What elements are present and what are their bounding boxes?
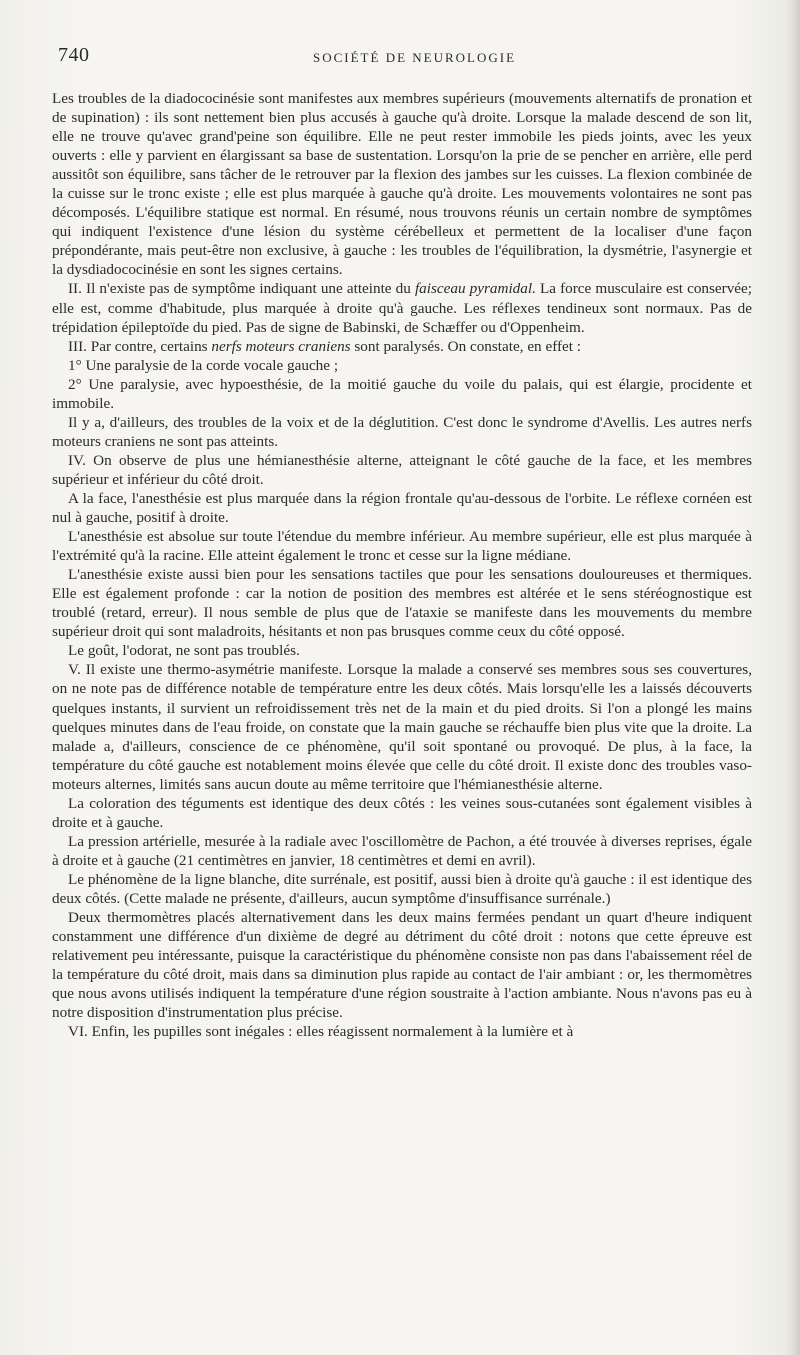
page-header (58, 44, 758, 74)
paragraph-cerebellar-summary: Les troubles de la diadococinésie sont manifestes aux membres supérieurs (mouvements alternatifs de pronation et de supination) : ils sont nettement bien plus accusés à gauche qu'à droite. Lorsque la malade descend de son lit, elle ne trouve qu'avec grand'peine son équilibre. Elle ne peut rester immobile les pieds joints, avec les yeux ouverts : elle y parvient en élargissant sa base de sustentation. Lorsqu'on la prie de se pencher en arrière, elle perd aussitôt son équilibre, sans tâcher de le retrouver par la flexion des jambes sur les cuisses. La flexion combinée de la cuisse sur le tronc existe ; elle est plus marquée à gauche qu'à droite. Les mouvements volontaires ne sont pas décomposés. L'équilibre statique est normal. En résumé, nous trouvons réunis un certain nombre de symptômes qui indiquent l'existence d'une lésion du système cérébelleux et permettent de la localiser d'une façon prépondérante, mais peut-être non exclusive, à gauche : les troubles de l'équilibration, la dysmétrie, l'asynergie et la dysdiadococinésie en sont les signes certains. (52, 90, 752, 279)
body-text (52, 89, 752, 1041)
paragraph-pupils: VI. Enfin, les pupilles sont inégales : elles réagissent normalement à la lumière et à (68, 1023, 574, 1041)
paragraph-limb-anesthesia: L'anesthésie est absolue sur toute l'étendue du membre inférieur. Au membre supérieur, elle est plus marquée à l'extrémité qu'à la racine. Elle atteint également le tronc et cesse sur la ligne médiane. (52, 528, 752, 565)
paragraph-pyramidal (52, 279, 752, 336)
page-number: 740 (58, 44, 90, 66)
paragraph-pyramidal-pre: II. Il n'existe pas de symptôme indiquant une atteinte du (68, 280, 415, 298)
paragraph-cranial-pre: III. Par contre, certains (68, 337, 212, 355)
paragraph-thermometers: Deux thermomètres placés alternativement dans les deux mains fermées pendant un quart d'heure indiquent constamment une différence d'un dixième de degré au détriment du côté droit : notons que cette épreuve est relativement peu intéressante, puisque la caractéristique du phénomène consiste non pas dans l'abaissement réel de la température du côté droit, mais dans sa diminution plus rapide au contact de l'air ambiant : or, les thermomètres que nous avons utilisés indiquent la température d'une région soustraite à l'action ambiante. Nous n'avons pas eu à notre disposition d'instrumentation plus précise. (52, 909, 752, 1022)
paragraph-hemianesthesia: IV. On observe de plus une hémianesthésie alterne, atteignant le côté gauche de la face, et les membres supérieur et inférieur du côté droit. (52, 451, 752, 488)
list-item-vocal-cord: 1° Une paralysie de la corde vocale gauche ; (68, 356, 339, 374)
running-head: SOCIÉTÉ DE NEUROLOGIE (313, 50, 517, 65)
paragraph-coloration: La coloration des téguments est identique des deux côtés : les veines sous-cutanées sont également visibles à droite et à gauche. (52, 794, 752, 831)
page-edge-shadow (786, 0, 800, 1355)
paragraph-thermo-asymmetry: V. Il existe une thermo-asymétrie manifeste. Lorsque la malade a conservé ses membres sous ses couvertures, on ne note pas de différence notable de température entre les deux côtés. Mais lorsqu'elle les a laissés découverts quelques instants, il survient un refroidissement très net de la main et du pied droits. Si l'on a plongé les mains quelques minutes dans de l'eau froide, on constate que la main gauche se réchauffe bien plus vite que la droite. La malade a, d'ailleurs, conscience de ce phénomène, qu'il soit spontané ou provoqué. De plus, à la face, la température du côté gauche est notablement moins élevée que celle du côté droit. Il existe donc des troubles vaso-moteurs alternes, limités sans aucun doute au même territoire que l'hémianesthésie alterne. (52, 661, 752, 793)
paragraph-face-anesthesia: A la face, l'anesthésie est plus marquée dans la région frontale qu'au-dessous de l'orbite. Le réflexe cornéen est nul à gauche, positif à droite. (52, 489, 752, 527)
paragraph-pyramidal-post: La force musculaire est conservée; elle est, comme d'habitude, plus marquée à droite qu'à gauche. Les réflexes tendineux sont normaux. Pas de trépidation épileptoïde du pied. Pas de signe de Babinski, de Schæffer ou d'Oppenheim. (52, 280, 753, 336)
paragraph-cranial-nerves (52, 337, 752, 356)
list-item-soft-palate: 2° Une paralysie, avec hypoesthésie, de la moitié gauche du voile du palais, qui est élargie, procidente et immobile. (52, 375, 752, 412)
term-nerfs-moteurs: nerfs moteurs craniens (211, 337, 351, 355)
paragraph-cranial-post: sont paralysés. On constate, en effet : (350, 337, 582, 355)
paragraph-avellis: Il y a, d'ailleurs, des troubles de la voix et de la déglutition. C'est donc le syndrome d'Avellis. Les autres nerfs moteurs craniens ne sont pas atteints. (52, 413, 752, 450)
paragraph-taste-smell: Le goût, l'odorat, ne sont pas troublés. (68, 642, 300, 660)
paragraph-blood-pressure: La pression artérielle, mesurée à la radiale avec l'oscillomètre de Pachon, a été trouvée à diverses reprises, égale à droite et à gauche (21 centimètres en janvier, 18 centimètres et demi en avril). (52, 832, 752, 869)
term-faisceau-pyramidal: faisceau pyramidal. (414, 280, 536, 298)
paragraph-white-line: Le phénomène de la ligne blanche, dite surrénale, est positif, aussi bien à droite qu'à gauche : il est identique des deux côtés. (Cette malade ne présente, d'ailleurs, aucun symptôme d'insuffisance surrénale.) (52, 870, 752, 907)
paragraph-sensations: L'anesthésie existe aussi bien pour les sensations tactiles que pour les sensations douloureuses et thermiques. Elle est également profonde : car la notion de position des membres est altérée et le sens stéréognostique est troublé (retard, erreur). Il nous semble de plus que de l'ataxie se manifeste dans les mouvements du membre supérieur droit qui sont maladroits, hésitants et non pas brusques comme ceux du côté opposé. (52, 566, 752, 641)
